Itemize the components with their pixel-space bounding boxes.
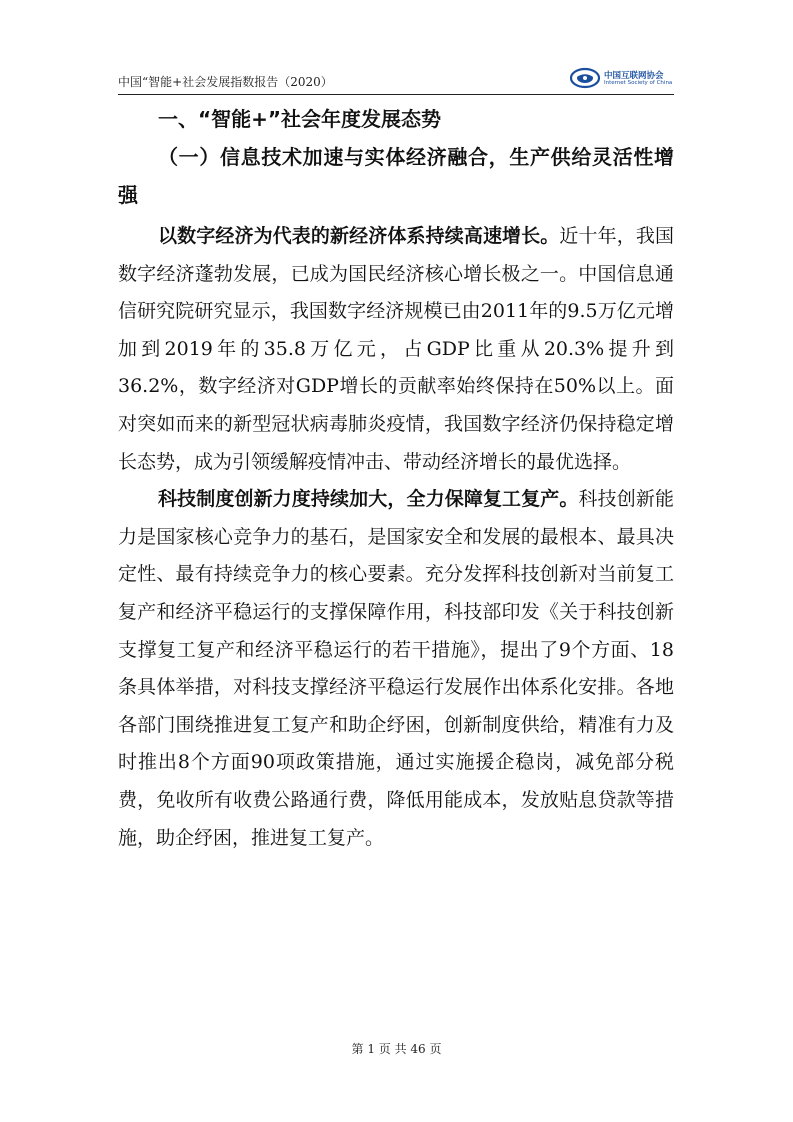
paragraph-lead: 以数字经济为代表的新经济体系持续高速增长。 (158, 225, 560, 247)
page-header (118, 58, 674, 95)
paragraph-lead: 科技制度创新力度持续加大，全力保障复工复产。 (158, 488, 579, 511)
logo-text-en: Internet Society of China (604, 80, 673, 86)
paragraph (118, 481, 674, 857)
paragraph-body: 科技创新能力是国家核心竞争力的基石，是国家安全和发展的最根本、最具决定性、最有持续竞争力的核心要素。充分发挥科技创新对当前复工复产和经济平稳运行的支撑保障作用，科技部印发《关于科技创新支撑复工复产和经济平稳运行的若干措施》，提出了9个方面、18条具体举措，对科技支撑经济平稳运行发展作出体系化安排。各地各部门围绕推进复工复产和助企纾困，创新制度供给，精准有力及时推出8个方面90项政策措施，通过实施援企稳岗，减免部分税费，免收所有收费公路通行费，降低用能成本，发放贴息贷款等措施，助企纾困，推进复工复产。 (118, 488, 674, 849)
section-heading: 一、“智能+”社会年度发展态势 (158, 107, 442, 131)
section-subheading: （一）信息技术加速与实体经济融合，生产供给灵活性增强 (118, 145, 674, 207)
isc-logo (570, 65, 674, 91)
paragraph-body: 近十年，我国数字经济蓬勃发展，已成为国民经济核心增长极之一。中国信息通信研究院研究显示，我国数字经济规模已由2011年的9.5万亿元增加到2019年的35.8万亿元，占GDP比重从20.3%提升到36.2%，数字经济对GDP增长的贡献率始终保持在50%以上。面对突如而来的新型冠状病毒肺炎疫情，我国数字经济仍保持稳定增长态势，成为引领缓解疫情冲击、带动经济增长的最优选择。 (118, 225, 674, 473)
page-content (118, 100, 674, 857)
logo-text-cn: 中国互联网协会 (604, 71, 664, 81)
paragraph (118, 218, 674, 481)
page-number: 第 1 页 共 46 页 (351, 1042, 442, 1056)
report-title: 中国“智能+社会发展指数报告（2020） (118, 75, 333, 89)
isc-logo-icon (570, 67, 600, 89)
